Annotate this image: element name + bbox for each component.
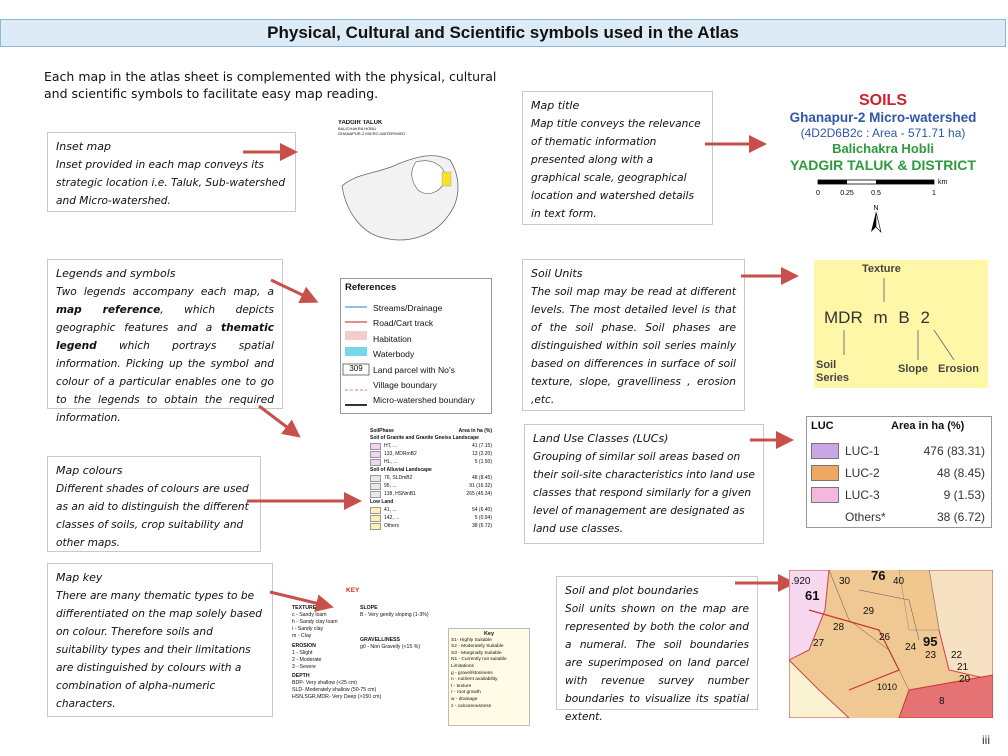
map-key-item: g - gravel/stoniness [451,670,493,676]
map-key-left: TEXTURE c - Sandy loam h - Sandy clay loam i - Sandy clay m - Clay EROSION 1 - Slight 2 - Moderate 3 - Severe DEPTH BDP- Very shallow (<25 cm) SLD- Moderately shallow (50-75 cm) HSN,SGR,MDR- Very Deep (>150 cm) [292,605,358,701]
inset-title: YADGIR TALUK [338,120,383,126]
map-key-item: c - Sandy loam [292,612,327,618]
map-title-heading: Map title [531,99,580,112]
map-key-heading: Map key [56,571,103,584]
luc-swatch [811,509,839,525]
luc-col1: LUC [811,420,834,432]
map-key-item: m - Clay [292,633,312,639]
map-key-item: g0 - Non Gravelly (<15 %) [360,644,421,650]
soil-legend-swatch [370,443,381,450]
plot-label-95: 95 [923,634,938,649]
boundaries-body: Soil units shown on the map are represented by both the color and a numeral. The soil boundaries are superimposed on land parcel with revenue survey number boundaries to visualize its spatial extent. [565,603,749,723]
soil-code-slope: Slope [898,363,928,375]
soil-units-heading: Soil Units [531,267,583,280]
soil-legend-phase: 142, ... [384,515,400,521]
boundaries-heading: Soil and plot boundaries [565,584,699,597]
plot-label-920: .920 [791,576,811,587]
luc-name: LUC-2 [845,466,880,480]
luc-heading: Land Use Classes (LUCs) [533,432,669,445]
luc-name: Others* [845,510,886,524]
map-colours-heading: Map colours [56,464,123,477]
soil-legend-header: SoilPhase Area in ha (%) [370,428,492,434]
inset-sub2: GHANAPUR-2 MICRO-WATERSHED [338,131,406,136]
soil-legend-swatch [370,507,381,514]
plot-map-image [789,570,993,718]
map-key-item: z - calcareousness [451,703,491,709]
map-key-item: SLD- Moderately shallow (50-75 cm) [292,687,377,693]
references-list [373,301,475,409]
soil-legend-phase: HT, ... [384,443,398,449]
luc-table [806,416,992,528]
soil-legend-row [370,443,492,450]
plot-label-8: 8 [939,696,945,707]
legends-heading: Legends and symbols [56,267,176,280]
luc-area: 476 (83.31) [923,444,985,458]
plot-label-27: 27 [813,638,825,649]
ref-mws-boundary: Micro-watershed boundary [373,395,475,406]
soil-legend-area: 5 (0.94) [474,515,492,521]
map-key-item: HSN,SGR,MDR- Very Deep (>150 cm) [292,694,382,700]
north-arrow-icon [871,212,876,232]
soil-legend-row [370,523,492,530]
soils-title-line3: (4D2D6B2c : Area - 571.71 ha) [800,126,966,140]
map-key-item: Limitations [451,663,474,669]
soil-legend-swatch [370,515,381,522]
arrow-reference-to-soil-legend [259,406,296,434]
soil-code-erosion: Erosion [938,363,979,375]
map-key-item: 1 - Slight [292,650,313,656]
soil-legend-phase: Others [384,523,400,529]
plot-label-24: 24 [905,642,917,653]
soil-legend-area: 91 (16.32) [469,483,492,489]
luc-row [807,506,991,528]
page-number: iii [982,733,990,747]
soil-legend-rows3 [370,507,492,530]
luc-row [807,484,991,506]
luc-swatch [811,487,839,503]
soil-legend-row [370,491,492,498]
map-key-item: h - Sandy clay loam [292,619,338,625]
soil-code-text: MDR m B 2 [824,308,930,327]
luc-col2: Area in ha (%) [891,420,965,432]
soil-legend-area: 5 (1.50) [474,459,492,465]
soil-legend-swatch [370,451,381,458]
plot-label-30: 30 [839,576,851,587]
map-key-item: N1 - Currently not suitable [451,657,507,663]
soil-legend-phase: 133, MDRmB2 [384,451,417,457]
luc-body: Grouping of similar soil areas based on their soil-site characteristics into land use classes that respond similarly for a given level of management are designated as land use classes. [533,451,755,535]
ref-streams: Streams/Drainage [373,303,443,313]
plot-label-20: 20 [959,674,971,685]
plot-label-61: 61 [805,588,820,603]
map-title-body: Map title conveys the relevance of thematic information presented along with a graphical scale, geographical location and watershed details in text form. [531,118,701,220]
plot-label-21: 21 [957,662,969,673]
soil-legend-area: 48 (8.45) [471,475,492,481]
intro-text: Each map in the atlas sheet is complemented with the physical, cultural and scientific symbols to facilitate easy map reading. [44,69,497,101]
luc-area: 38 (6.72) [936,510,985,524]
map-key-item: n - nutrient availability [451,677,498,683]
soil-legend-area: 265 (45.34) [466,491,492,497]
map-key-item: BDP- Very shallow (<25 cm) [292,680,358,686]
ref-waterbody: Waterbody [373,349,415,360]
luc-swatch [811,443,839,459]
ref-road: Road/Cart track [373,318,434,329]
svg-text:0.25: 0.25 [840,190,854,197]
soils-title-line4: Balichakra Hobli [832,141,934,156]
soil-legend-area: 41 (7.15) [471,443,492,449]
references-tag: 309 [349,364,363,373]
luc-area: 48 (8.45) [936,466,985,480]
map-key-item: r - root growth [451,690,481,696]
map-key-body: There are many thematic types to be differentiated on the map solely based on colour. Therefore soils and suitability types and their limitations are distinguished by colours with a combination of alpha-numeric characters. [56,590,263,710]
inset-map-body: Inset provided in each map conveys its strategic location i.e. Taluk, Sub-watershed and Micro-watershed. [56,159,286,207]
luc-row [807,462,991,484]
map-key-title: KEY [346,587,360,594]
soil-legend-swatch [370,475,381,482]
inset-map-image [338,120,466,246]
plot-label-40: 40 [893,576,905,587]
soil-legend-swatch [370,523,381,530]
soil-legend-rows2 [370,475,492,498]
soils-title-line1: SOILS [858,92,907,109]
plot-label-1010: 1010 [877,682,898,692]
plot-label-23: 23 [925,650,937,661]
soil-code-texture: Texture [862,263,901,275]
legends-body: Two legends accompany each map, a map reference, which depicts geographic features and a thematic legend which portrays spatial information. Picking up the symbol and colour of a particular enables one to go to the legends to obtain the required information. [56,286,275,424]
references-title: References [345,282,397,293]
map-key-side-list [451,638,527,711]
soil-legend-rows1 [370,443,492,466]
soil-legend-swatch [370,483,381,490]
soil-legend-image [370,428,492,568]
luc-row [807,440,991,462]
soils-title-line2: Ghanapur-2 Micro-watershed [789,110,977,125]
plot-label-28: 28 [833,622,845,633]
map-key-item: S2 - Moderately Suitable [451,644,504,650]
map-key-side-title: Key [483,631,495,637]
arrow-legends [271,280,313,300]
plot-label-29: 29 [863,606,875,617]
scale-bar [772,176,994,234]
inset-map-heading: Inset map [56,140,111,153]
soil-legend-group1: Soil of Granite and Granite Gneiss Landscape [370,435,479,441]
map-key-item: 2 - Moderate [292,657,322,663]
soil-legend-phase: 76, SLDmB2 [384,475,413,481]
soil-units-body: The soil map may be read at different levels. The most detailed level is that of the soil phase. Soil phases are distinguished within soil series mainly based on differences in surface of soil texture, slope, gravelliness , erosion ,etc. [531,286,736,406]
luc-name: LUC-1 [845,444,880,458]
soil-legend-phase: 95, ... [384,483,397,489]
references-symbols [341,279,371,414]
soil-legend-row [370,475,492,482]
soil-legend-row [370,515,492,522]
soil-legend-phase: 41, ... [384,507,397,513]
plot-label-26: 26 [879,632,891,643]
map-key-item: i - Sandy clay [292,626,324,632]
soil-legend-phase: 138, HSNmB1 [384,491,416,497]
soil-legend-group2: Soil of Alluvial Landscape [370,467,432,473]
svg-text:1: 1 [932,190,936,197]
map-key-item: S1- Highly Suitable [451,637,492,643]
soil-legend-area: 38 (6.72) [471,523,492,529]
soil-legend-swatch [370,459,381,466]
svg-text:km: km [938,179,948,186]
soil-legend-swatch [370,491,381,498]
map-colours-body: Different shades of colours are used as an aid to distinguish the different classes of soils, crop suitability and other maps. [56,483,249,549]
soil-legend-group3: Low Land [370,499,394,505]
soil-legend-area: 13 (2.20) [471,451,492,457]
soil-code-image [814,260,988,388]
inset-map-shape [338,142,466,246]
svg-text:0: 0 [816,190,820,197]
map-key-item: S3 - Marginally Suitable [451,650,502,656]
soil-code-series: Soil Series [816,359,850,384]
soils-title-image [772,92,994,234]
soil-legend-row [370,483,492,490]
luc-name: LUC-3 [845,488,880,502]
map-key-item: 3 - Severe [292,664,316,670]
map-key-right: SLOPE B - Very gently sloping (1-3%) GRAVELLINESS g0 - Non Gravelly (<15 %) [360,605,440,651]
map-key-item: w - drainage [451,696,478,702]
soil-legend-row [370,451,492,458]
soils-title-line5: YADGIR TALUK & DISTRICT [790,157,976,173]
page-title: Physical, Cultural and Scientific symbols used in the Atlas [0,19,1006,47]
map-key-item: B - Very gently sloping (1-3%) [360,612,429,618]
ref-habitation: Habitation [373,333,412,344]
plot-label-76: 76 [871,570,886,583]
luc-area: 9 (1.53) [943,488,985,502]
map-key-item: t - texture [451,683,472,689]
plot-label-22: 22 [951,650,963,661]
soil-legend-row [370,507,492,514]
references-legend [340,278,492,414]
ref-village-boundary: Village boundary [373,380,437,391]
svg-text:0.5: 0.5 [871,190,881,197]
soil-legend-phase: HL, ... [384,459,398,465]
luc-rows [807,440,991,528]
inset-sub: BALICHAKRA HOBLI [338,126,377,131]
soil-legend-area: 54 (6.40) [471,507,492,513]
ref-land-parcel: Land parcel with No's [373,364,455,375]
map-key-image [290,583,440,725]
soil-legend-row [370,459,492,466]
svg-text:N: N [873,205,879,212]
map-key-side [448,628,530,726]
luc-swatch [811,465,839,481]
